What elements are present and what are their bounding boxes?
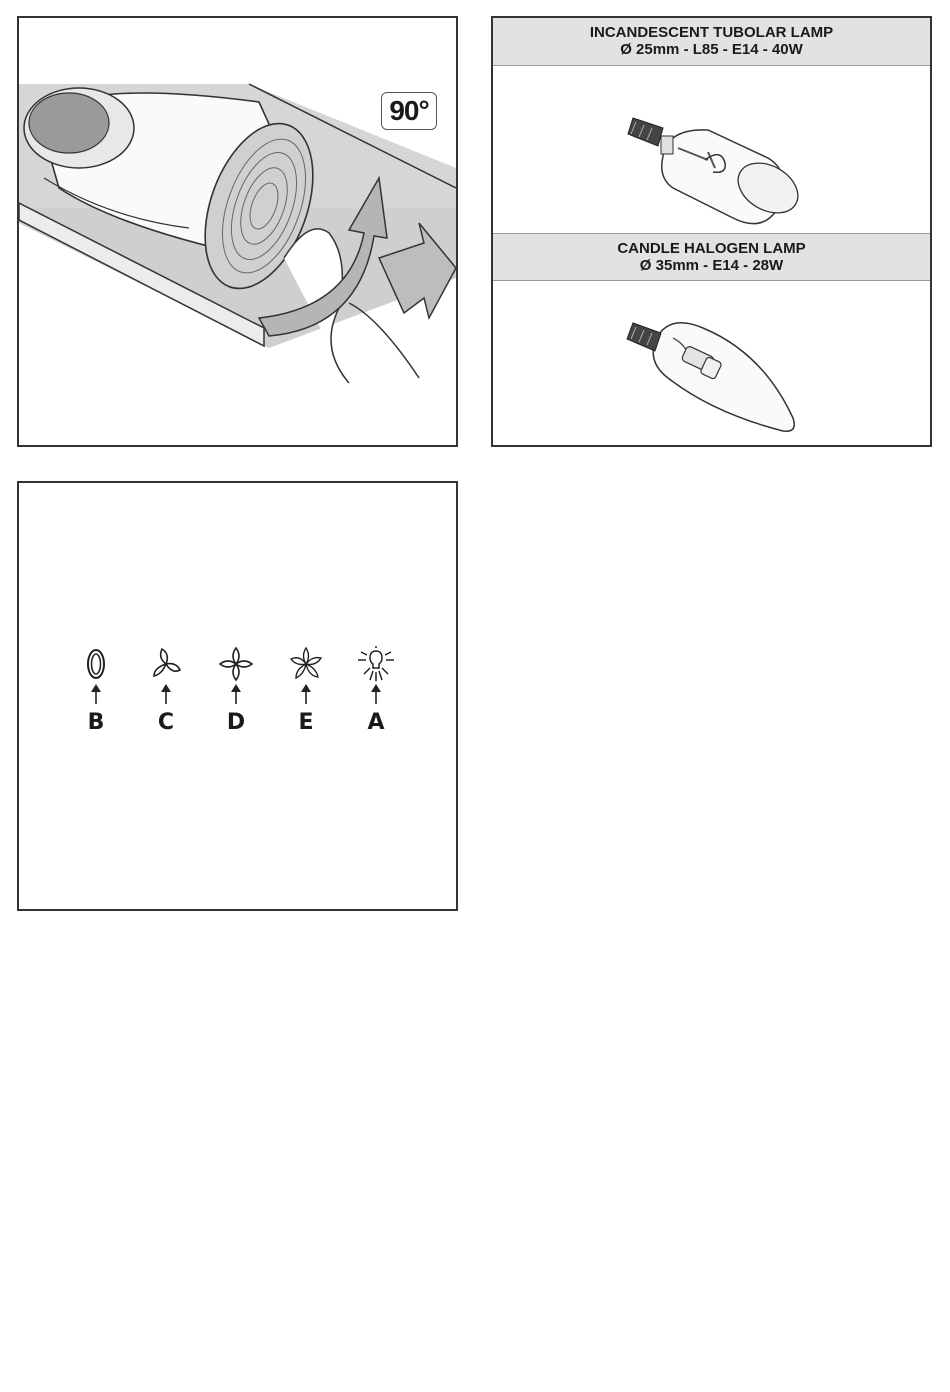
- light-icon: [356, 646, 396, 682]
- lamp-title: INCANDESCENT TUBOLAR LAMP: [589, 24, 834, 41]
- filter-rotation-illustration: [19, 18, 456, 445]
- control-a: [351, 646, 401, 735]
- control-letter: E: [298, 710, 314, 735]
- arrow-up-icon: [90, 682, 102, 706]
- rotation-angle-label: 90°: [381, 92, 437, 130]
- lamp-spec: Ø 25mm - L85 - E14 - 40W: [620, 41, 803, 58]
- tubular-lamp-icon: [493, 68, 930, 232]
- control-letter: D: [226, 710, 246, 735]
- candle-lamp-icon: [493, 283, 930, 445]
- fan-speed-3-icon: [288, 646, 324, 682]
- lamp-title: CANDLE HALOGEN LAMP: [617, 240, 806, 257]
- control-e: [281, 646, 331, 735]
- lamp-header-incandescent: [493, 18, 930, 66]
- lamp-spec: Ø 35mm - E14 - 28W: [639, 257, 784, 274]
- arrow-up-icon: [370, 682, 382, 706]
- arrow-up-icon: [160, 682, 172, 706]
- control-letter: C: [157, 710, 175, 735]
- lamp-header-halogen: [493, 233, 930, 281]
- filter-install-panel: [17, 16, 458, 447]
- control-letter: B: [87, 710, 105, 735]
- arrow-up-icon: [300, 682, 312, 706]
- controls-panel: [17, 481, 458, 911]
- control-letter: A: [367, 710, 385, 735]
- tubular-lamp-illustration: [493, 68, 930, 232]
- control-d: [211, 646, 261, 735]
- arrow-up-icon: [230, 682, 242, 706]
- lamp-specs-panel: [491, 16, 932, 447]
- candle-lamp-illustration: [493, 283, 930, 445]
- fan-speed-1-icon: [148, 646, 184, 682]
- control-b: [71, 646, 121, 735]
- fan-speed-2-icon: [218, 646, 254, 682]
- off-icon: [81, 646, 111, 682]
- control-c: [141, 646, 191, 735]
